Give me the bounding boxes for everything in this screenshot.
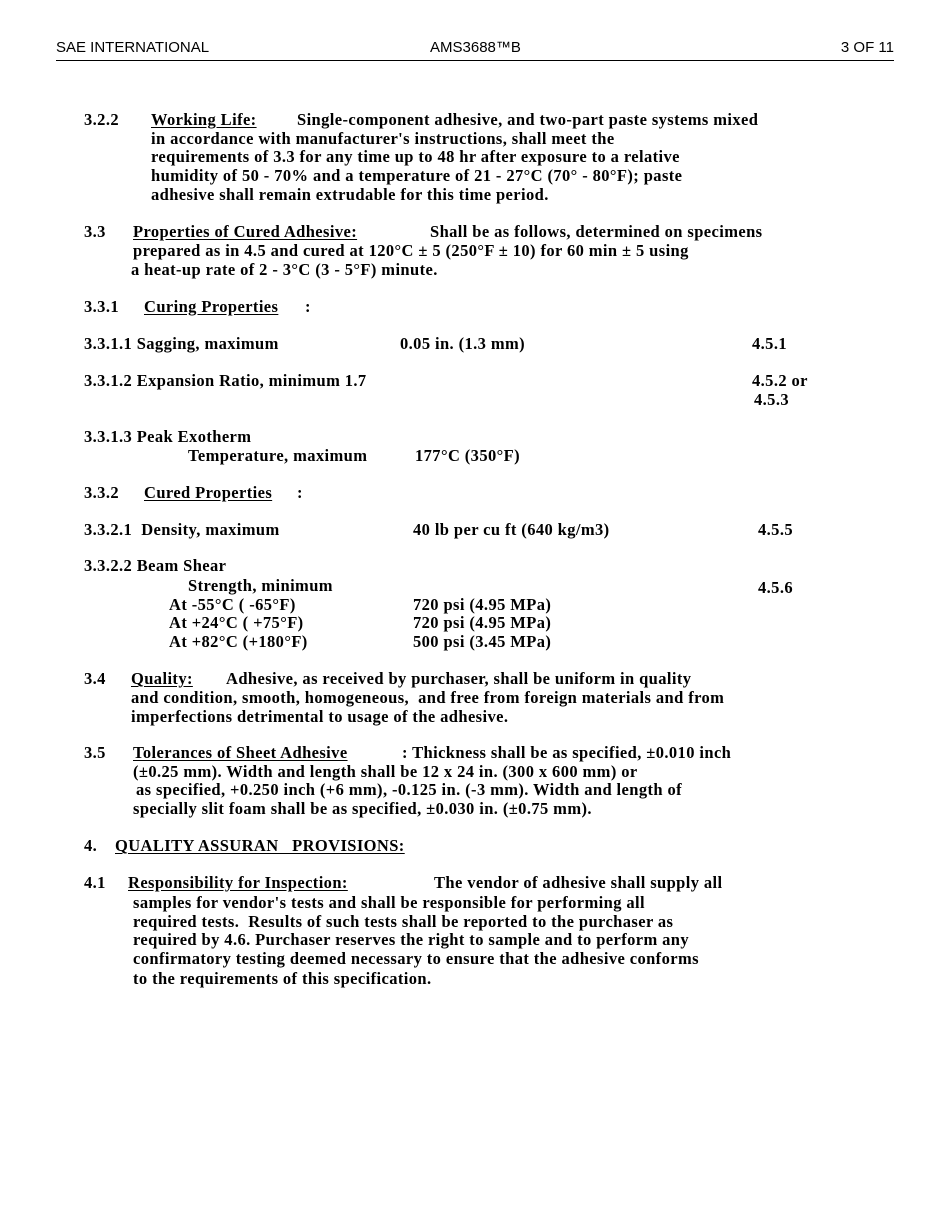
paragraph-line: and condition, smooth, homogeneous, and free from foreign materials and from (131, 688, 725, 707)
section-title: Responsibility for Inspection: (128, 873, 348, 892)
paragraph-line: in accordance with manufacturer's instructions, shall meet the (151, 129, 615, 148)
section-number: 4. (84, 836, 98, 855)
property-label: 3.3.2.2 Beam Shear (84, 556, 227, 575)
paragraph-line: The vendor of adhesive shall supply all (434, 873, 723, 892)
paragraph-line: required tests. Results of such tests shall be reported to the purchaser as (133, 912, 674, 931)
property-label: 3.3.1.3 Peak Exotherm (84, 427, 252, 446)
test-method-ref: 4.5.2 or (752, 371, 808, 390)
property-value: 0.05 in. (1.3 mm) (400, 334, 526, 353)
header-page-number: 3 OF 11 (840, 39, 894, 56)
property-label: 3.3.1.1 Sagging, maximum (84, 334, 279, 353)
test-method-ref: 4.5.6 (758, 578, 793, 597)
section-title: Cured Properties (144, 483, 273, 502)
property-value: 40 lb per cu ft (640 kg/m3) (413, 520, 610, 539)
property-label: 3.3.1.2 Expansion Ratio, minimum 1.7 (84, 371, 367, 390)
section-number: 4.1 (84, 873, 106, 892)
test-method-ref: 4.5.3 (754, 390, 789, 409)
header-org: SAE INTERNATIONAL (56, 39, 210, 56)
temperature-condition: At +82°C (+180°F) (169, 632, 308, 651)
section-number: 3.5 (84, 743, 106, 762)
property-value: 177°C (350°F) (415, 446, 521, 465)
paragraph-line: samples for vendor's tests and shall be responsible for performing all (133, 893, 646, 912)
section-number: 3.2.2 (84, 110, 119, 129)
property-value: 720 psi (4.95 MPa) (413, 595, 552, 614)
section-number: 3.3.1 (84, 297, 119, 316)
property-sublabel: Temperature, maximum (188, 446, 368, 465)
paragraph-line: adhesive shall remain extrudable for this time period. (151, 185, 549, 204)
paragraph-line: specially slit foam shall be as specified, ±0.030 in. (±0.75 mm). (133, 799, 592, 818)
property-sublabel: Strength, minimum (188, 576, 333, 595)
paragraph-line: Adhesive, as received by purchaser, shall be uniform in quality (226, 669, 692, 688)
paragraph-line: Single-component adhesive, and two-part paste systems mixed (297, 110, 759, 129)
section-number: 3.4 (84, 669, 106, 688)
section-title: QUALITY ASSURAN PROVISIONS: (115, 836, 405, 855)
section-title-colon: : (297, 483, 303, 502)
section-title: Properties of Cured Adhesive: (133, 222, 358, 241)
section-title: Tolerances of Sheet Adhesive (133, 743, 348, 762)
temperature-condition: At +24°C ( +75°F) (169, 613, 304, 632)
paragraph-line: as specified, +0.250 inch (+6 mm), -0.125 in. (-3 mm). Width and length of (136, 780, 683, 799)
paragraph-line: requirements of 3.3 for any time up to 48 hr after exposure to a relative (151, 147, 680, 166)
test-method-ref: 4.5.1 (752, 334, 787, 353)
paragraph-line: confirmatory testing deemed necessary to ensure that the adhesive conforms (133, 949, 699, 968)
property-label: 3.3.2.1 Density, maximum (84, 520, 280, 539)
section-title: Working Life: (151, 110, 257, 129)
property-value: 500 psi (3.45 MPa) (413, 632, 552, 651)
paragraph-line: humidity of 50 - 70% and a temperature of 21 - 27°C (70° - 80°F); paste (151, 166, 683, 185)
paragraph-line: prepared as in 4.5 and cured at 120°C ± 5 (250°F ± 10) for 60 min ± 5 using (133, 241, 689, 260)
paragraph-line: to the requirements of this specification. (133, 969, 432, 988)
test-method-ref: 4.5.5 (758, 520, 793, 539)
section-title: Curing Properties (144, 297, 279, 316)
paragraph-line: Shall be as follows, determined on specimens (430, 222, 763, 241)
section-number: 3.3 (84, 222, 106, 241)
page-header (56, 38, 894, 61)
property-value: 720 psi (4.95 MPa) (413, 613, 552, 632)
paragraph-line: a heat-up rate of 2 - 3°C (3 - 5°F) minute. (131, 260, 438, 279)
section-number: 3.3.2 (84, 483, 119, 502)
temperature-condition: At -55°C ( -65°F) (169, 595, 296, 614)
paragraph-line: (±0.25 mm). Width and length shall be 12 x 24 in. (300 x 600 mm) or (133, 762, 638, 781)
paragraph-line: imperfections detrimental to usage of the adhesive. (131, 707, 509, 726)
header-doc-number: AMS3688™B (430, 39, 521, 56)
paragraph-line: : Thickness shall be as specified, ±0.010 inch (402, 743, 732, 762)
section-title: Quality: (131, 669, 193, 688)
paragraph-line: required by 4.6. Purchaser reserves the right to sample and to perform any (133, 930, 690, 949)
section-title-colon: : (305, 297, 311, 316)
